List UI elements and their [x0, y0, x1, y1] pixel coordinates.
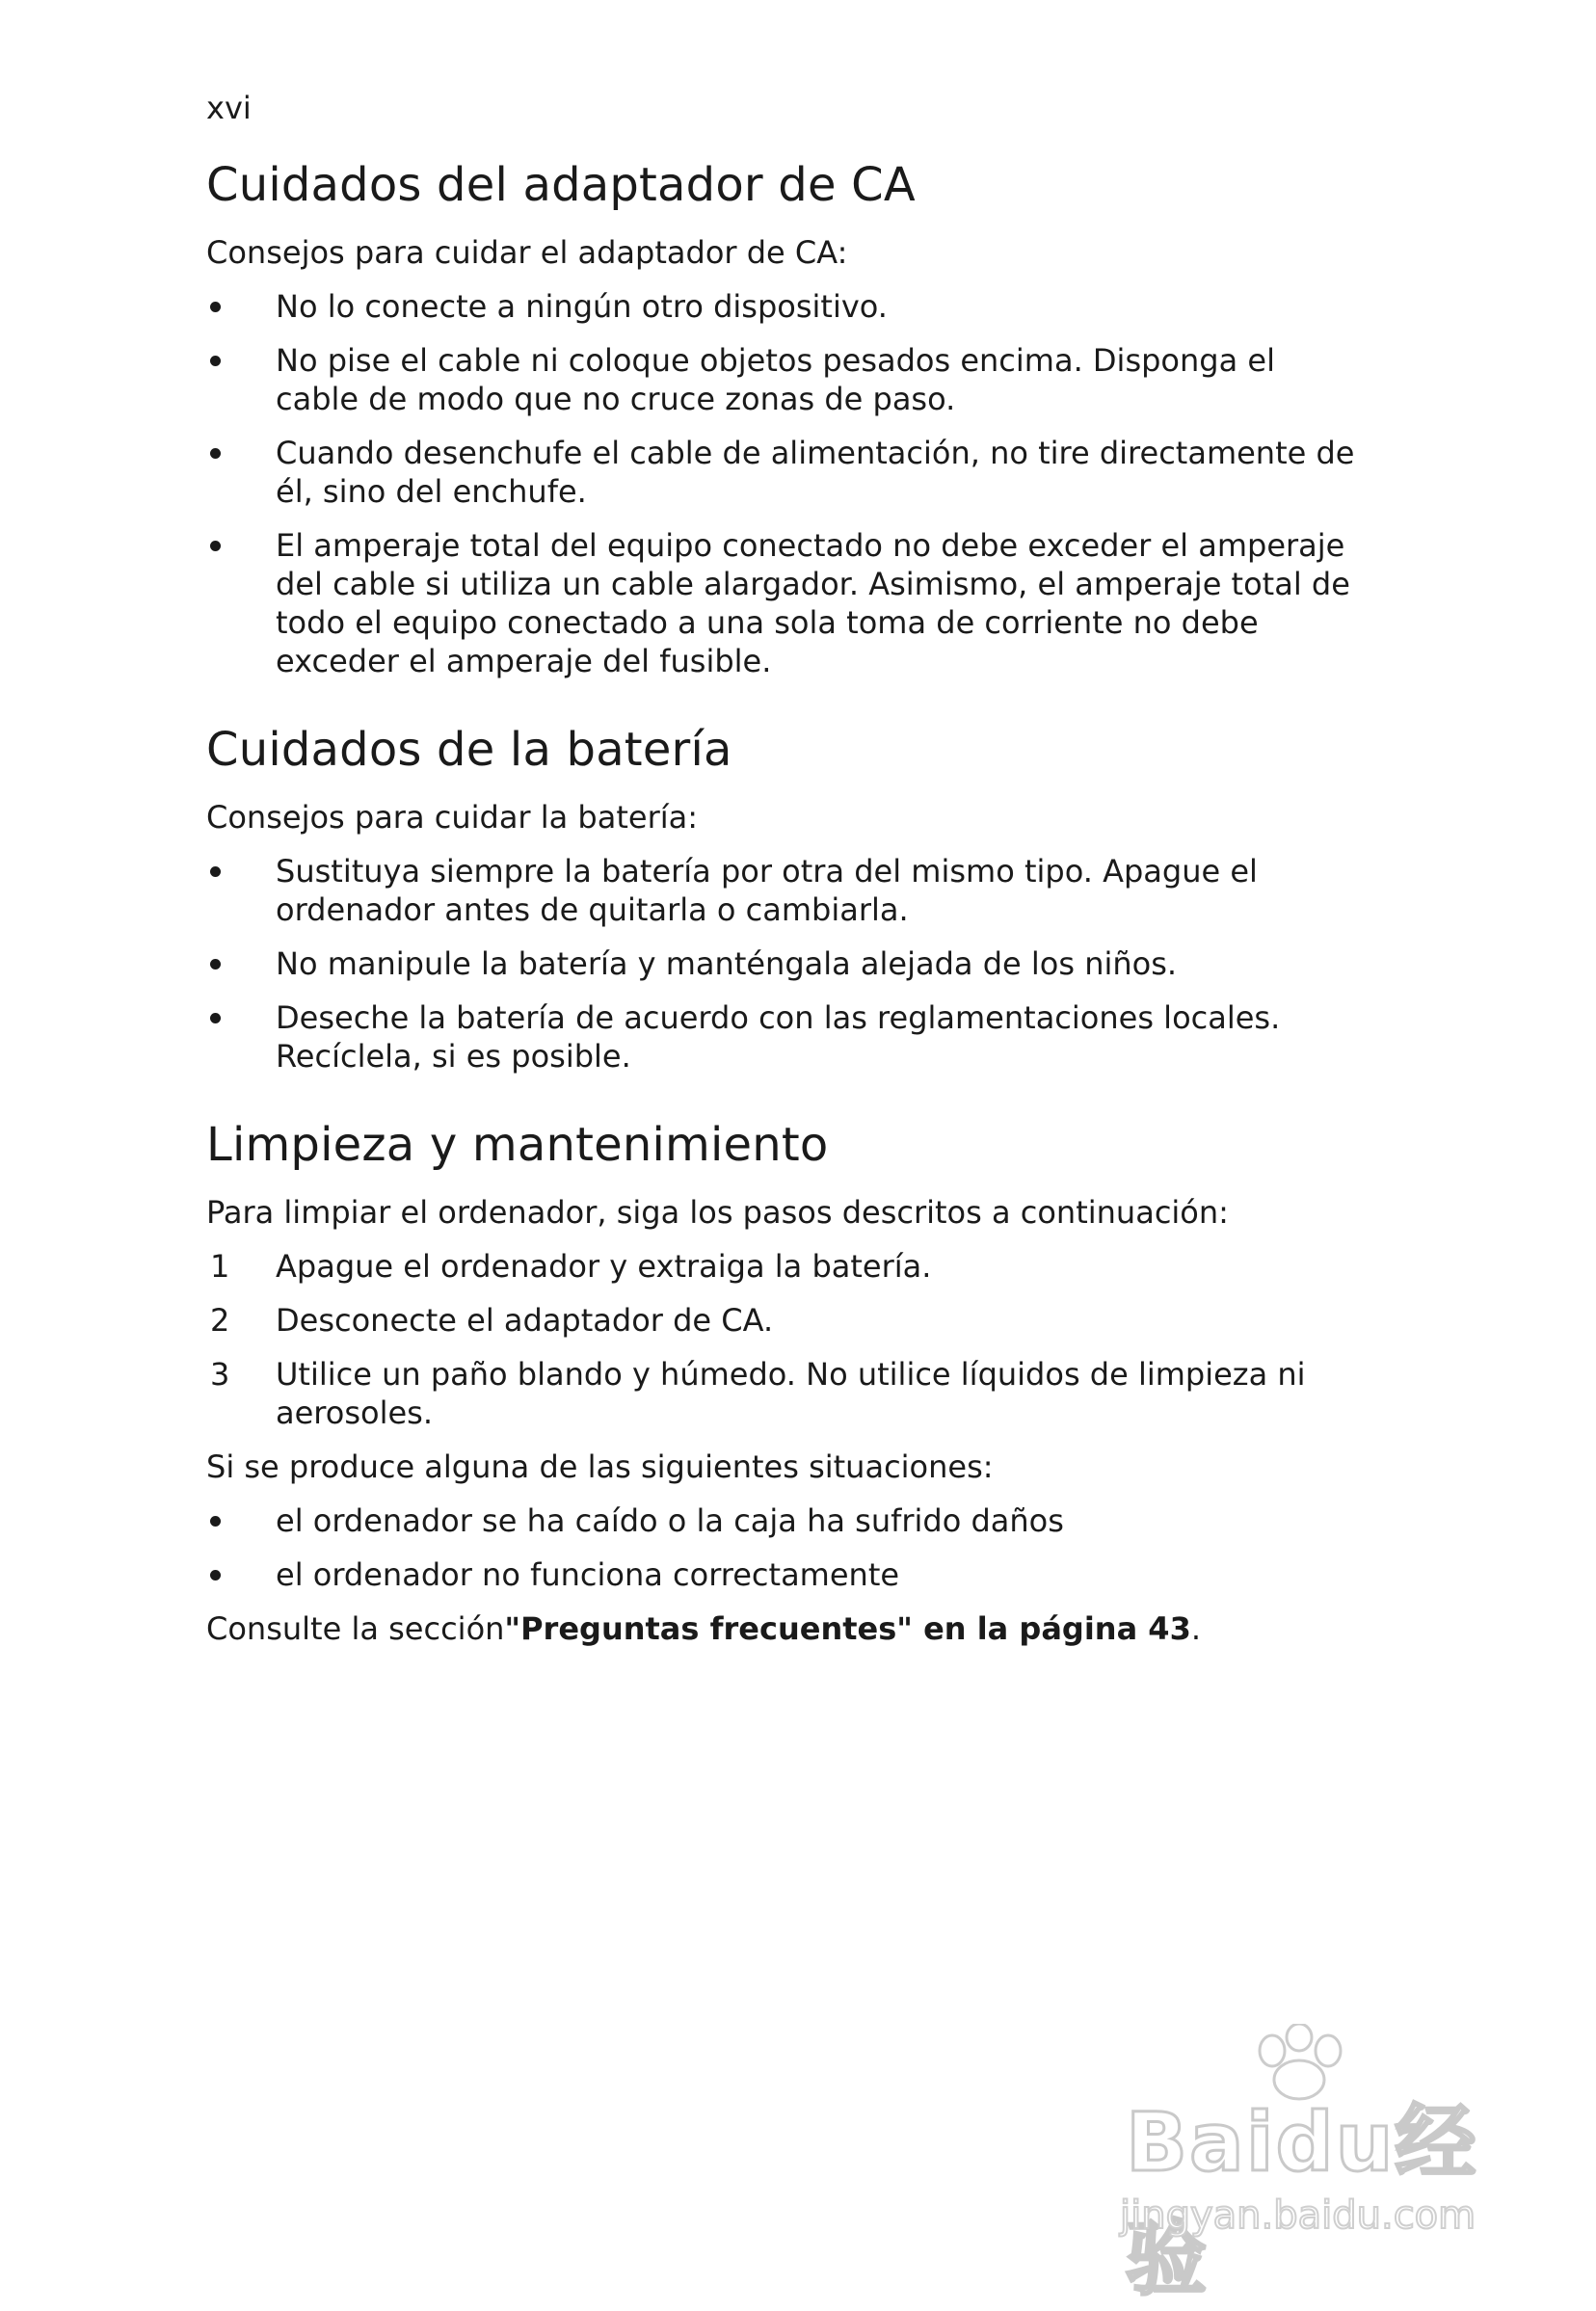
consult-suffix: . — [1190, 1610, 1201, 1647]
bullet-icon — [210, 356, 221, 366]
bullet-icon — [210, 1570, 221, 1581]
list-item: No pise el cable ni coloque objetos pesados encima. Disponga el cable de modo que no cruce zonas de paso. — [206, 341, 1363, 418]
section-intro-battery: Consejos para cuidar la batería: — [206, 799, 699, 836]
bullet-list-situations — [206, 1501, 1363, 1594]
situations-intro: Si se produce alguna de las siguientes situaciones: — [206, 1448, 994, 1485]
section-battery — [206, 723, 1363, 1076]
consult-prefix: Consulte la sección — [206, 1610, 505, 1647]
baidu-watermark — [1099, 2024, 1503, 2306]
bullet-icon — [210, 866, 221, 877]
consult-line — [206, 1609, 1363, 1648]
bullet-icon — [210, 1013, 221, 1023]
section-title-battery: Cuidados de la batería — [206, 723, 732, 777]
section-intro-ac-adapter: Consejos para cuidar el adaptador de CA: — [206, 234, 848, 271]
faq-cross-reference-link[interactable]: "Preguntas frecuentes" en la página 43 — [504, 1610, 1191, 1647]
section-cleaning — [206, 1118, 1363, 1648]
list-item: el ordenador no funciona correctamente — [206, 1555, 1363, 1594]
section-ac-adapter — [206, 158, 1363, 680]
step-item: 1 Apague el ordenador y extraiga la batería. — [210, 1248, 932, 1285]
list-item: El amperaje total del equipo conectado no debe exceder el amperaje del cable si utiliza un cable alargador. Asimismo, el amperaje total de todo el equipo conectado a una sola toma de corriente no debe exceder el amperaje del fusible. — [206, 526, 1363, 680]
step-number: 2 — [210, 1302, 230, 1339]
numbered-steps-cleaning — [206, 1247, 1363, 1432]
bullet-icon — [210, 541, 221, 551]
list-item: No lo conecte a ningún otro dispositivo. — [206, 287, 1363, 326]
step-number: 3 — [210, 1356, 230, 1393]
bullet-icon — [210, 448, 221, 459]
step-item: 3 Utilice un paño blando y húmedo. No utilice líquidos de limpieza ni aerosoles. — [210, 1356, 1306, 1431]
list-item: Cuando desenchufe el cable de alimentación, no tire directamente de él, sino del enchufe. — [206, 434, 1363, 511]
bullet-list-battery — [206, 852, 1363, 1076]
step-item: 2 Desconecte el adaptador de CA. — [210, 1302, 774, 1339]
step-number: 1 — [210, 1248, 230, 1285]
list-item: Sustituya siempre la batería por otra del mismo tipo. Apague el ordenador antes de quitarla o cambiarla. — [206, 852, 1363, 929]
list-item: el ordenador se ha caído o la caja ha sufrido daños — [206, 1501, 1363, 1540]
list-item: Deseche la batería de acuerdo con las reglamentaciones locales. Recíclela, si es posible. — [206, 998, 1363, 1076]
watermark-url: jingyan.baidu.com — [1120, 2193, 1476, 2238]
section-title-ac-adapter: Cuidados del adaptador de CA — [206, 158, 916, 212]
bullet-icon — [210, 302, 221, 312]
bullet-icon — [210, 959, 221, 970]
list-item: No manipule la batería y manténgala alejada de los niños. — [206, 944, 1363, 983]
section-title-cleaning: Limpieza y mantenimiento — [206, 1118, 829, 1172]
bullet-icon — [210, 1516, 221, 1527]
page-number: xvi — [206, 90, 252, 126]
document-page — [206, 89, 1363, 1690]
watermark-logo: Baidu经验 — [1126, 2095, 1478, 2306]
bullet-list-ac-adapter — [206, 287, 1363, 680]
section-intro-cleaning: Para limpiar el ordenador, siga los pasos descritos a continuación: — [206, 1194, 1229, 1231]
